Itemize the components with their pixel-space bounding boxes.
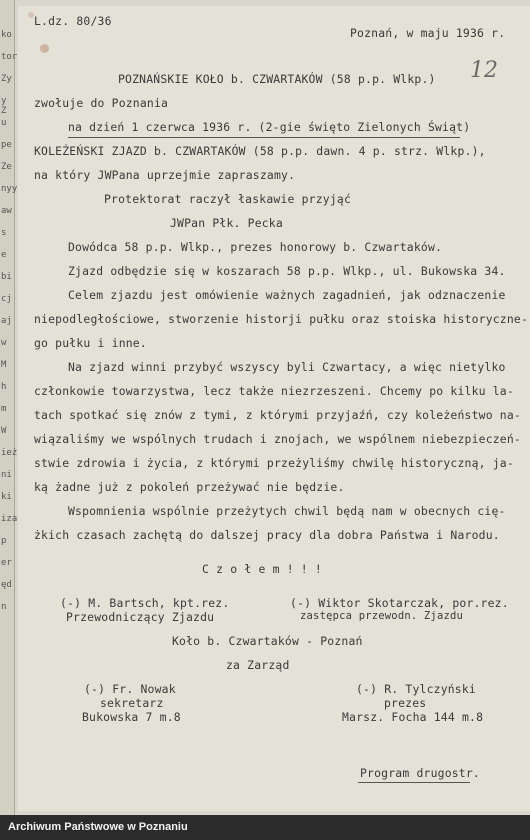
paragraph-2-line: stwie zdrowia i życia, z którymi przeżyliśmy chwilę historyczną, ja- [34, 456, 514, 470]
adjacent-page-fragment: n [1, 602, 7, 612]
program-note-underline [358, 782, 470, 783]
letter-title: POZNAŃSKIE KOŁO b. CZWARTAKÓW (58 p.p. Wlkp.) [118, 72, 436, 86]
adjacent-page-fragment: u [1, 118, 7, 128]
date-line: na dzień 1 czerwca 1936 r. (2-gie święto Zielonych Świąt) [68, 120, 471, 134]
adjacent-page-fragment: er [1, 558, 12, 568]
adjacent-page-fragment: e [1, 250, 7, 260]
adjacent-page-fragment: ko [1, 30, 12, 40]
adjacent-page-fragment: nyy [1, 184, 18, 194]
secretary-name: (-) Fr. Nowak [84, 682, 176, 696]
adjacent-page-fragment: cj [1, 294, 12, 304]
secretary-address: Bukowska 7 m.8 [82, 710, 181, 724]
commander-line: Dowódca 58 p.p. Wlkp., prezes honorowy b. Czwartaków. [68, 240, 443, 254]
paragraph-3-line: Wspomnienia wspólnie przeżytych chwil będą nam w obecnych cię- [68, 504, 506, 518]
board-line: za Zarząd [226, 658, 290, 672]
adjacent-page-fragment: iza [1, 514, 18, 524]
paragraph-3-line: żkich czasach zachętą do dalszej pracy dla dobra Państwa i Narodu. [34, 528, 500, 542]
right-signatory-name: (-) Wiktor Skotarczak, por.rez. [290, 596, 509, 610]
adjacent-page-fragment: p [1, 536, 7, 546]
right-signatory-role: zastępca przewodn. Zjazdu [300, 610, 464, 622]
president-name: (-) R. Tylczyński [356, 682, 476, 696]
reference-number: L.dz. 80/36 [34, 14, 112, 28]
president-address: Marsz. Focha 144 m.8 [342, 710, 484, 724]
adjacent-page-fragment: ęd [1, 580, 12, 590]
ink-stain [40, 44, 49, 53]
adjacent-page-fragment: Ze [1, 162, 12, 172]
adjacent-page-fragment: h [1, 382, 7, 392]
left-signatory-name: (-) M. Bartsch, kpt.rez. [60, 596, 230, 610]
adjacent-page-fragment: pe [1, 140, 12, 150]
paragraph-2-line: tach spotkać się znów z tymi, z którymi przyjaźń, czy koleżeństwo na- [34, 408, 521, 422]
adjacent-page-fragment: s [1, 228, 7, 238]
venue-line: Zjazd odbędzie się w koszarach 58 p.p. Wlkp., ul. Bukowska 34. [68, 264, 506, 278]
handwritten-page-number: 12 [470, 58, 498, 83]
greeting: C z o ł e m ! ! ! [202, 562, 322, 576]
adjacent-page-fragment: ież [1, 448, 18, 458]
adjacent-page-fragment: tor [1, 52, 18, 62]
place-and-date: Poznań, w maju 1936 r. [350, 26, 506, 40]
adjacent-page-fragment: aj [1, 316, 12, 326]
program-note: Program drugostr. [360, 766, 480, 780]
reunion-line: KOLEŻEŃSKI ZJAZD b. CZWARTAKÓW (58 p.p. dawn. 4 p. strz. Wlkp.), [34, 144, 486, 158]
organization-line: Koło b. Czwartaków - Poznań [172, 634, 363, 648]
paragraph-1-line: Celem zjazdu jest omówienie ważnych zagadnień, jak odznaczenie [68, 288, 506, 302]
paragraph-2-line: ką żadne już z pokoleń przeżywać nie będzie. [34, 480, 345, 494]
paragraph-2-line: Na zjazd winni przybyć wszyscy byli Czwartacy, a więc nietylko [68, 360, 506, 374]
patron-line: JWPan Płk. Pecka [170, 216, 283, 230]
adjacent-page-fragment: Zy [1, 74, 12, 84]
paragraph-1-line: go pułku i inne. [34, 336, 147, 350]
adjacent-page-fragment: M [1, 360, 7, 370]
convenes-line: zwołuje do Poznania [34, 96, 169, 110]
adjacent-page-fragment: m [1, 404, 7, 414]
protectorate-line: Protektorat raczył łaskawie przyjąć [104, 192, 352, 206]
adjacent-page-fragment: W [1, 426, 7, 436]
adjacent-page-fragment: aw [1, 206, 12, 216]
adjacent-page-fragment: ki [1, 492, 12, 502]
date-underline [68, 137, 460, 138]
paragraph-2-line: wiązaliśmy we wspólnych trudach i znojach, we wspólnem niebezpieczeń- [34, 432, 521, 446]
archive-name: Archiwum Państwowe w Poznaniu [8, 821, 188, 833]
letter-page [18, 6, 530, 811]
invite-line: na który JWPana uprzejmie zapraszamy. [34, 168, 296, 182]
adjacent-page-fragment: bi [1, 272, 12, 282]
president-role: prezes [384, 696, 427, 710]
left-signatory-role: Przewodniczący Zjazdu [66, 610, 215, 624]
paragraph-1-line: niepodległościowe, stworzenie historji pułku oraz stoiska historyczne- [34, 312, 529, 326]
adjacent-page-fragment: w [1, 338, 7, 348]
archive-footer [0, 815, 530, 840]
adjacent-page-fragment: y Z [1, 96, 7, 116]
adjacent-page-fragment: ni [1, 470, 12, 480]
adjacent-page-strip [0, 0, 18, 815]
secretary-role: sekretarz [100, 696, 164, 710]
paragraph-2-line: członkowie towarzystwa, lecz także niezrzeszeni. Chcemy po kilku la- [34, 384, 514, 398]
